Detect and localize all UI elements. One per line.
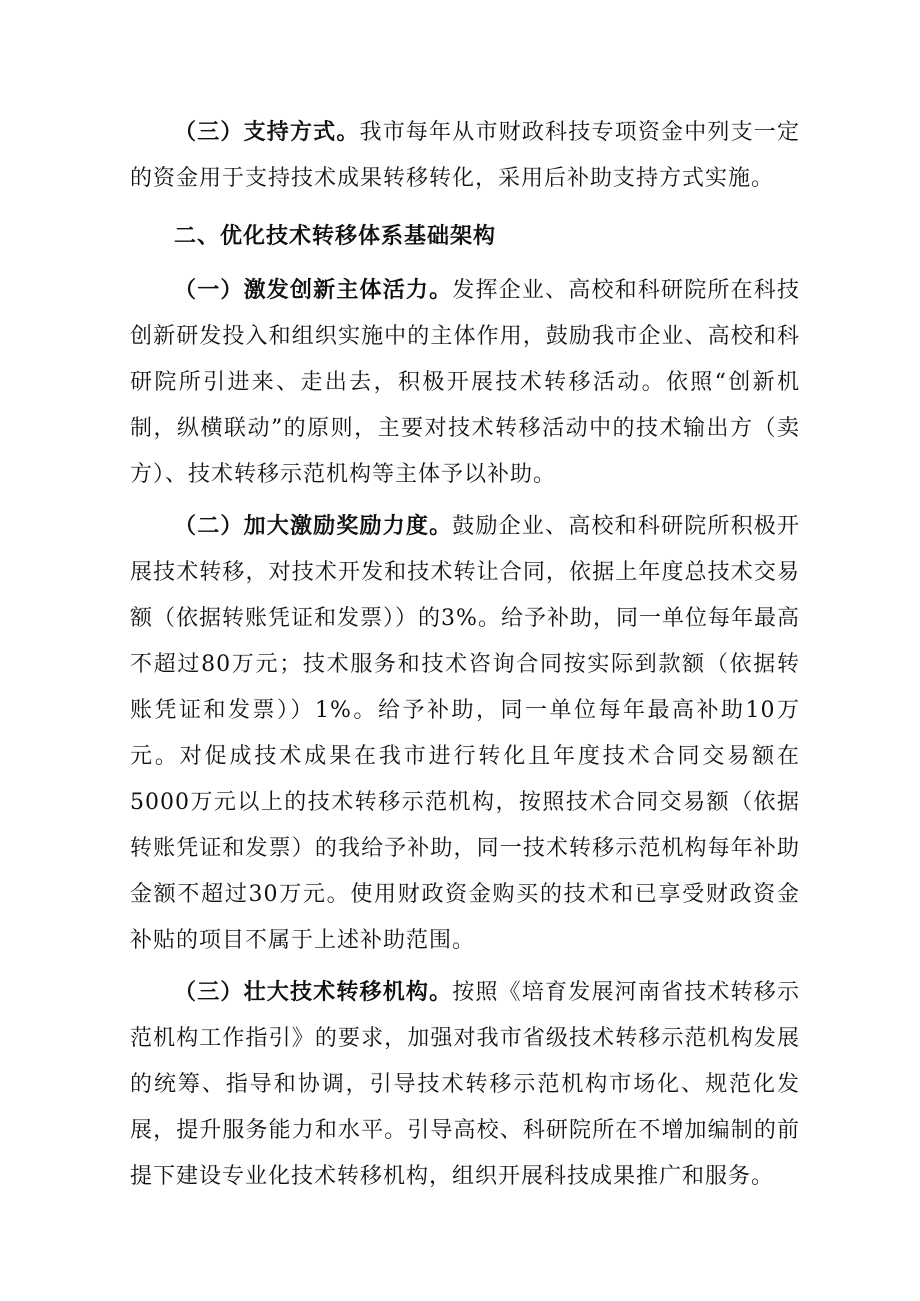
paragraph-lead: （三）壮大技术转移机构。: [174, 980, 453, 1005]
paragraph-text: 我市每年从市财政科技专项资金中列支一定的资金用于支持技术成果转移转化，采用后补助支持方式实施。: [130, 120, 800, 191]
paragraph-text: 鼓励企业、高校和科研院所积极开展技术转移，对技术开发和技术转让合同，依据上年度总技术交易额（依据转账凭证和发票））的3%。给予补助，同一单位每年最高不超过80万元；技术服务和技术咨询合同按实际到款额（依据转账凭证和发票））1%。给予补助，同一单位每年最高补助10万元。对促成技术成果在我市进行转化且年度技术合同交易额在5000万元以上的技术转移示范机构，按照技术合同交易额（依据转账凭证和发票）的我给予补助，同一技术转移示范机构每年补助金额不超过30万元。使用财政资金购买的技术和已享受财政资金补贴的项目不属于上述补助范围。: [130, 514, 800, 953]
paragraph-lead: （一）激发创新主体活力。: [174, 278, 453, 303]
paragraph-incentives: [130, 504, 800, 964]
paragraph-text: 发挥企业、高校和科研院所在科技创新研发投入和组织实施中的主体作用，鼓励我市企业、高校和科研院所引进来、走出去，积极开展技术转移活动。依照“创新机制，纵横联动”的原则，主要对技术转移活动中的技术输出方（卖方）、技术转移示范机构等主体予以补助。: [130, 278, 800, 487]
paragraph-innovation-vitality: [130, 268, 800, 498]
paragraph-lead: （二）加大激励奖励力度。: [174, 514, 453, 539]
section-heading: 二、优化技术转移体系基础架构: [174, 224, 497, 249]
paragraph-support-method: [130, 110, 800, 202]
paragraph-text: 按照《培育发展河南省技术转移示范机构工作指引》的要求，加强对我市省级技术转移示范机构发展的统筹、指导和协调，引导技术转移示范机构市场化、规范化发展，提升服务能力和水平。引导高校、科研院所在不增加编制的前提下建设专业化技术转移机构，组织开展科技成果推广和服务。: [130, 980, 800, 1189]
paragraph-lead: （三）支持方式。: [174, 120, 360, 145]
paragraph-transfer-institutions: [130, 970, 800, 1200]
